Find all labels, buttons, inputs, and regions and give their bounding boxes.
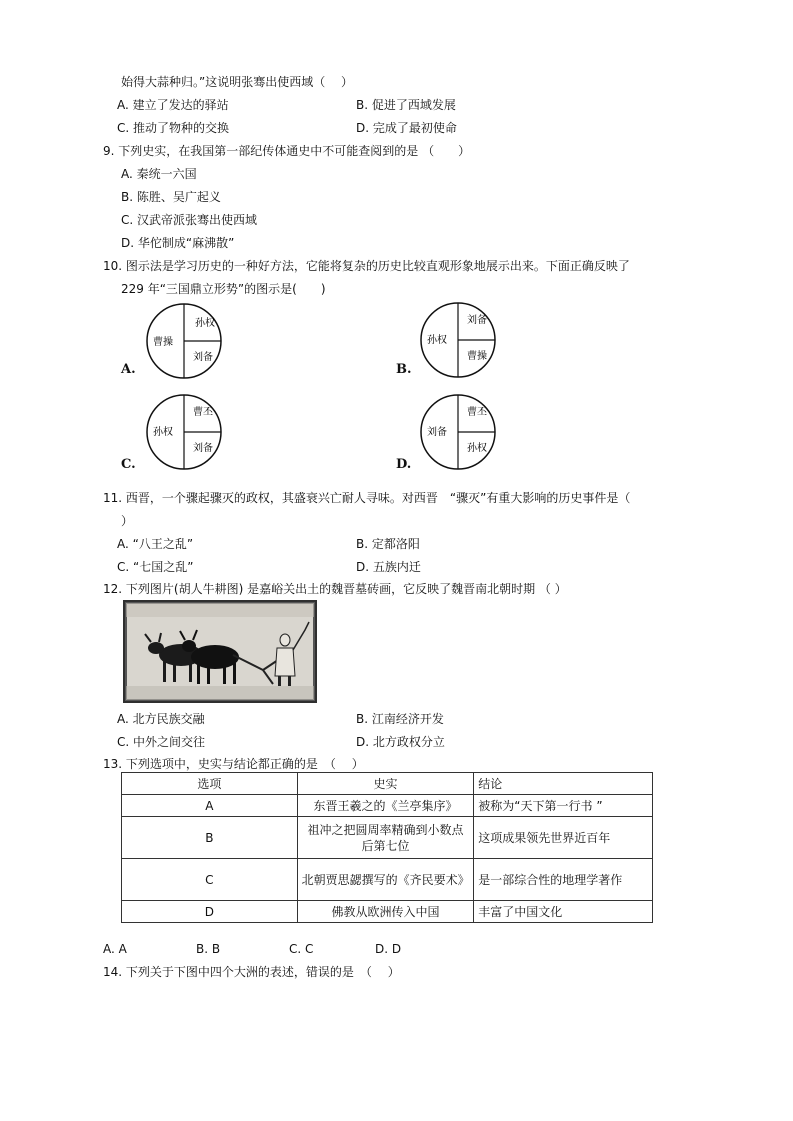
q13-stem: 13. 下列选项中，史实与结论都正确的是 （ ） bbox=[103, 757, 364, 771]
q8-option-c: C. 推动了物种的交换 bbox=[117, 121, 230, 135]
q13-answer-d: D. D bbox=[375, 942, 402, 956]
q10-stem-line2: 229 年“三国鼎立形势”的图示是( ) bbox=[121, 282, 326, 296]
pie-a bbox=[145, 302, 225, 382]
table-cell: B bbox=[122, 817, 298, 859]
q10-stem-line1: 10. 图示法是学习历史的一种好方法，它能将复杂的历史比较直观形象地展示出来。下面正确反映了 bbox=[103, 259, 630, 273]
q13-answer-a: A. A bbox=[103, 942, 127, 956]
ox-plowing-image bbox=[123, 600, 317, 703]
q9-option-d: D. 华佗制成“麻沸散” bbox=[121, 236, 235, 250]
table-cell: 是一部综合性的地理学著作 bbox=[474, 859, 653, 901]
pie-c-segment-2: 孙权 bbox=[153, 427, 173, 438]
pie-a-letter: A. bbox=[121, 362, 136, 377]
q8-option-a: A. 建立了发达的驿站 bbox=[117, 98, 229, 112]
pie-c bbox=[145, 393, 225, 473]
q9-option-a: A. 秦统一六国 bbox=[121, 167, 197, 181]
q12-option-b: B. 江南经济开发 bbox=[356, 712, 444, 726]
table-header-conclusion: 结论 bbox=[474, 773, 653, 795]
table-row bbox=[122, 901, 653, 923]
q14-stem: 14. 下列关于下图中四个大洲的表述，错误的是 （ ） bbox=[103, 965, 400, 979]
q11-option-d: D. 五族内迁 bbox=[356, 560, 421, 574]
pie-d bbox=[419, 393, 499, 473]
table-cell: 佛教从欧洲传入中国 bbox=[297, 901, 474, 923]
q11-stem-line2: ） bbox=[121, 514, 134, 528]
q13-answer-c: C. C bbox=[289, 942, 314, 956]
table-cell: 被称为“天下第一行书 ” bbox=[474, 795, 653, 817]
q12-option-c: C. 中外之间交往 bbox=[117, 735, 206, 749]
q13-table bbox=[121, 772, 653, 923]
pie-a-segment-2: 曹操 bbox=[153, 337, 173, 348]
pie-d-segment-2: 刘备 bbox=[427, 427, 447, 438]
table-header-option: 选项 bbox=[122, 773, 298, 795]
q11-stem-line1: 11. 西晋，一个骤起骤灭的政权，其盛衰兴亡耐人寻味。对西晋 “骤灭”有重大影响的历史事件是（ bbox=[103, 491, 631, 505]
q8-option-b: B. 促进了西域发展 bbox=[356, 98, 456, 112]
pie-d-segment-3: 孙权 bbox=[467, 443, 487, 454]
pie-c-letter: C. bbox=[121, 457, 136, 472]
q12-option-d: D. 北方政权分立 bbox=[356, 735, 445, 749]
q9-stem: 9. 下列史实，在我国第一部纪传体通史中不可能查阅到的是 （ ） bbox=[103, 144, 471, 158]
table-cell: 东晋王羲之的《兰亭集序》 bbox=[297, 795, 474, 817]
pie-a-segment-3: 刘备 bbox=[193, 352, 213, 363]
table-row bbox=[122, 795, 653, 817]
pie-d-segment-1: 曹丕 bbox=[467, 407, 487, 418]
pie-b-segment-2: 孙权 bbox=[427, 335, 447, 346]
table-cell: A bbox=[122, 795, 298, 817]
table-cell: 这项成果领先世界近百年 bbox=[474, 817, 653, 859]
pie-a-segment-1: 孙权 bbox=[195, 318, 215, 329]
q8-option-d: D. 完成了最初使命 bbox=[356, 121, 457, 135]
q12-stem: 12. 下列图片(胡人牛耕图) 是嘉峪关出土的魏晋墓砖画，它反映了魏晋南北朝时期 （ ） bbox=[103, 582, 567, 596]
q9-option-c: C. 汉武帝派张骞出使西域 bbox=[121, 213, 258, 227]
table-row bbox=[122, 817, 653, 859]
q8-stem-tail: 始得大蒜种归。”这说明张骞出使西域（ ） bbox=[121, 75, 354, 89]
q13-answer-b: B. B bbox=[196, 942, 221, 956]
pie-d-letter: D. bbox=[396, 457, 412, 472]
pie-c-segment-3: 刘备 bbox=[193, 443, 213, 454]
pie-b-letter: B. bbox=[396, 362, 412, 377]
pie-b-segment-3: 曹操 bbox=[467, 351, 487, 362]
q9-option-b: B. 陈胜、吴广起义 bbox=[121, 190, 221, 204]
q12-option-a: A. 北方民族交融 bbox=[117, 712, 205, 726]
q11-option-c: C. “七国之乱” bbox=[117, 560, 194, 574]
pie-b-segment-1: 刘备 bbox=[467, 315, 487, 326]
table-header-row bbox=[122, 773, 653, 795]
pie-b bbox=[419, 301, 499, 381]
pie-c-segment-1: 曹丕 bbox=[193, 407, 213, 418]
table-row bbox=[122, 859, 653, 901]
table-cell: 北朝贾思勰撰写的《齐民要术》 bbox=[297, 859, 474, 901]
q11-option-a: A. “八王之乱” bbox=[117, 537, 194, 551]
table-cell: D bbox=[122, 901, 298, 923]
table-cell: 丰富了中国文化 bbox=[474, 901, 653, 923]
table-cell: C bbox=[122, 859, 298, 901]
table-cell: 祖冲之把圆周率精确到小数点后第七位 bbox=[297, 817, 474, 859]
ox-plowing-painting bbox=[123, 600, 317, 703]
q11-option-b: B. 定都洛阳 bbox=[356, 537, 420, 551]
table-header-fact: 史实 bbox=[297, 773, 474, 795]
